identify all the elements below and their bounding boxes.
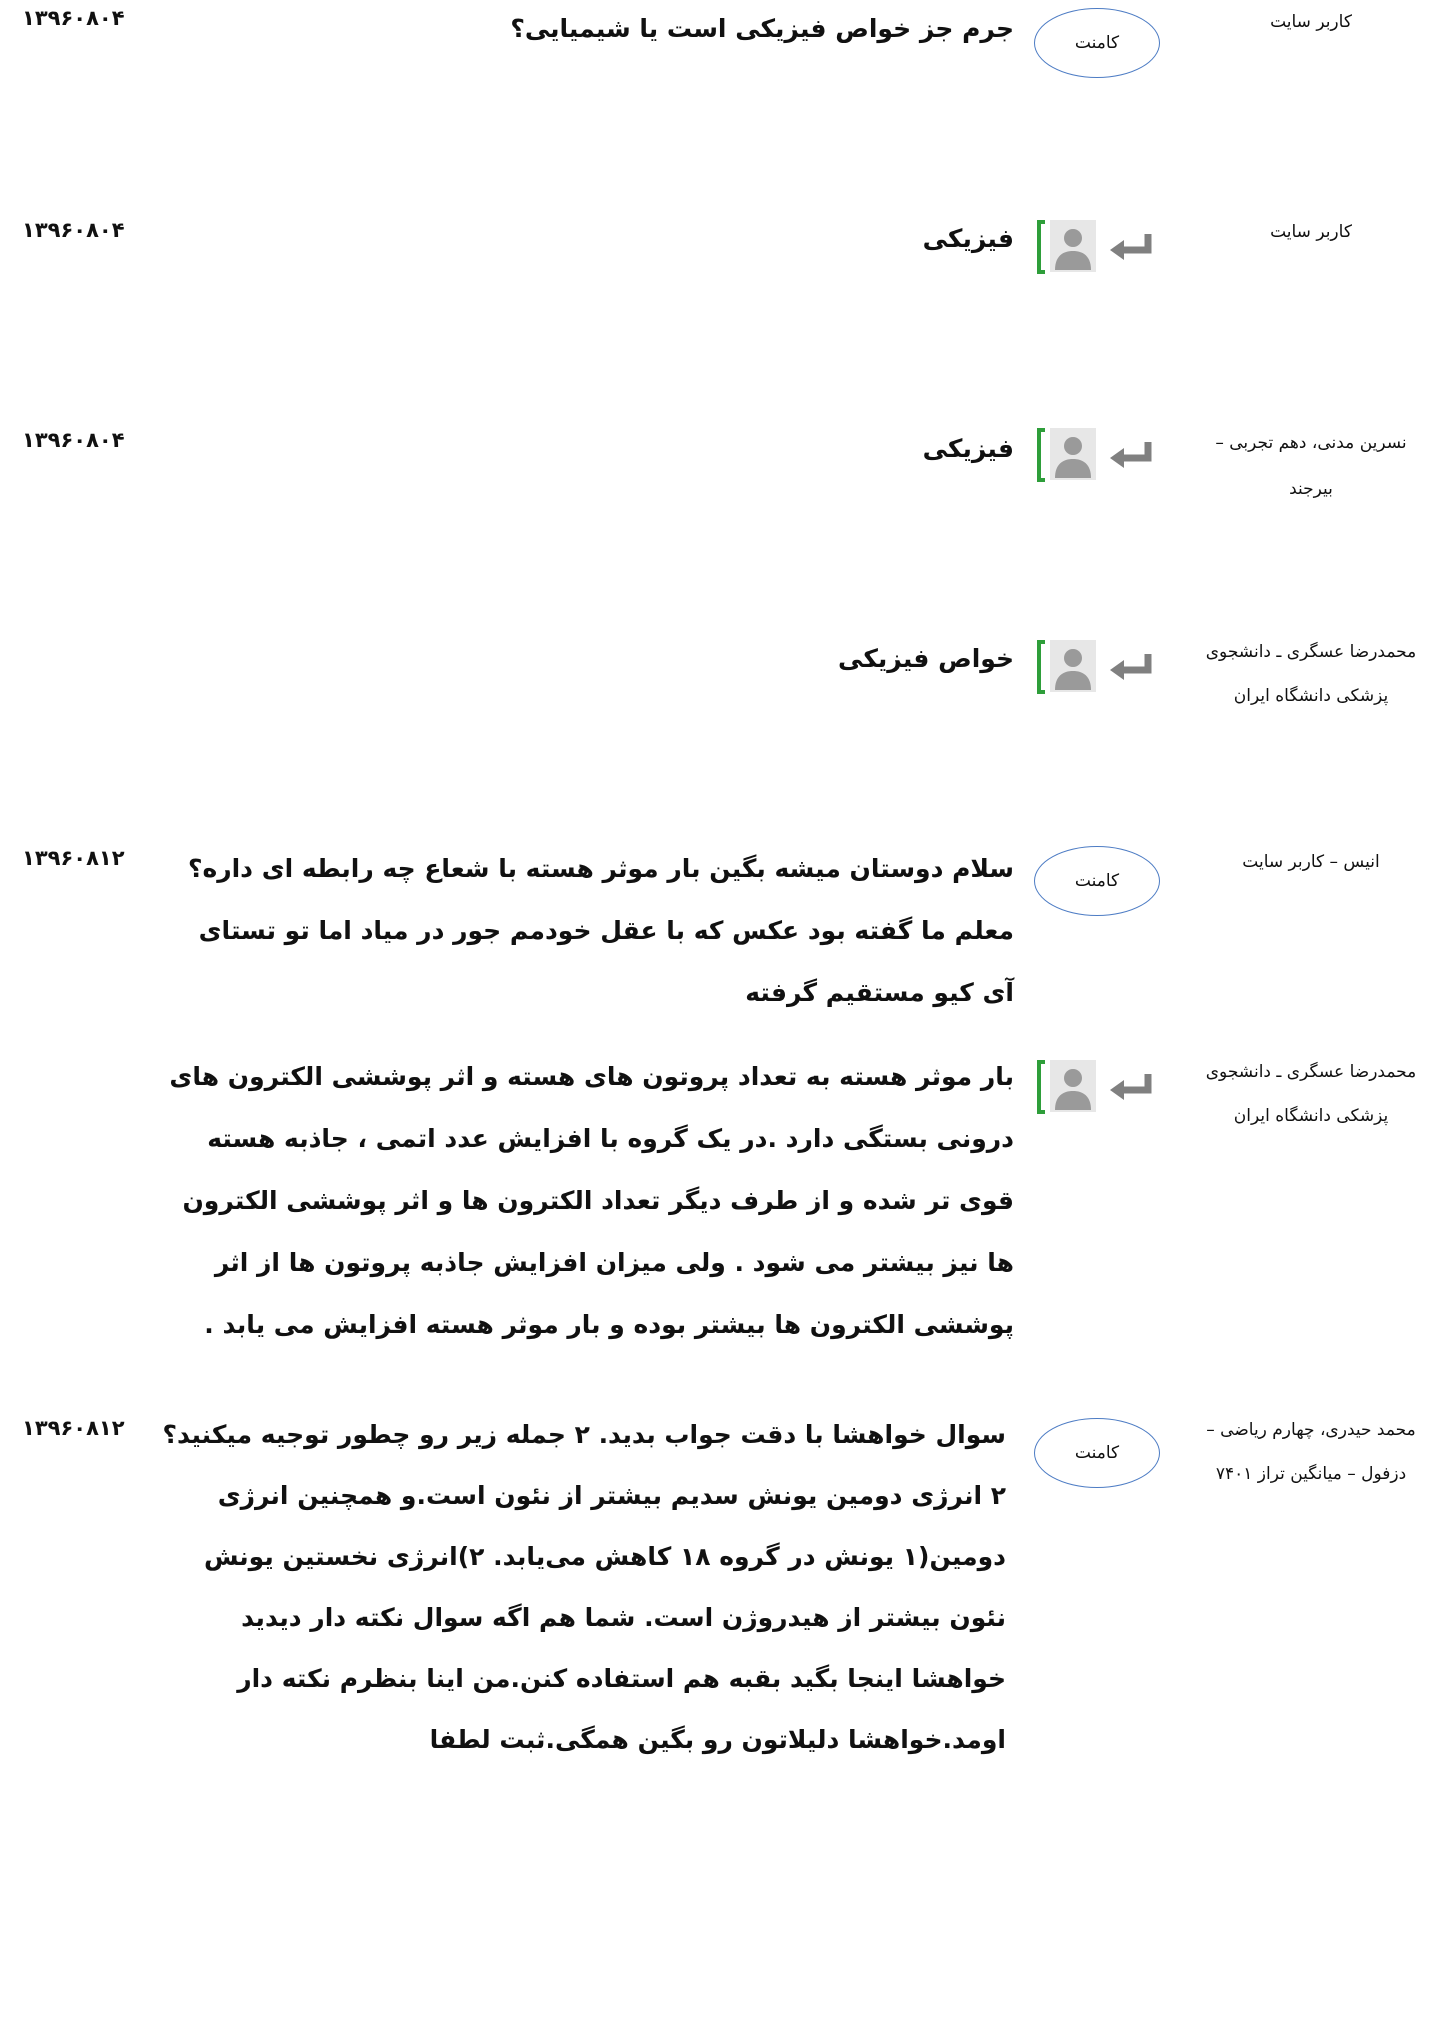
comment-date: ۱۳۹۶۰۸۰۴: [22, 6, 125, 30]
comment-text: خواص فیزیکی: [838, 644, 1014, 673]
avatar-icon: [1036, 218, 1098, 276]
comment-author: محمدرضا عسگری ـ دانشجوی پزشکی دانشگاه ایران: [1205, 642, 1417, 706]
comment-text: فیزیکی: [922, 434, 1014, 463]
comment-text: بار موثر هسته به تعداد پروتون های هسته و اثر پوششی الکترون های درونی بستگی دارد .در یک گروه با افزایش عدد اتمی ، جاذبه هسته قوی تر شده و از طرف دیگر تعداد الکترون ها و اثر پوششی الکترون ها نیز بیشتر می شود . ولی میزان افزایش جاذبه پروتون ها از اثر پوششی الکترون ها بیشتر بوده و بار موثر هسته افزایش می یابد .: [169, 1062, 1014, 1339]
comment-text: سلام دوستان میشه بگین بار موثر هسته با شعاع چه رابطه ای داره؟ معلم ما گفته بود عکس که با عقل خودمم جور در میاد اما تو تستای آی کیو مستقیم گرفته: [187, 854, 1014, 1007]
comment-badge[interactable]: کامنت: [1034, 1418, 1160, 1488]
reply-arrow-icon: [1108, 1072, 1154, 1104]
comment-date: ۱۳۹۶۰۸۱۲: [22, 846, 125, 870]
comment-author: محمد حیدری، چهارم ریاضی – دزفول – میانگین تراز ۷۴۰۱: [1206, 1420, 1416, 1484]
comment-date: ۱۳۹۶۰۸۰۴: [22, 218, 125, 242]
reply-arrow-icon: [1108, 440, 1154, 472]
comment-badge[interactable]: کامنت: [1034, 8, 1160, 78]
comment-author: نسرین مدنی، دهم تجربی – بیرجند: [1215, 433, 1407, 499]
comment-date: ۱۳۹۶۰۸۱۲: [22, 1416, 125, 1440]
avatar-icon: [1036, 426, 1098, 484]
reply-arrow-icon: [1108, 652, 1154, 684]
comment-author: کاربر سایت: [1270, 222, 1352, 242]
reply-arrow-icon: [1108, 232, 1154, 264]
comment-badge[interactable]: کامنت: [1034, 846, 1160, 916]
comment-text: جرم جز خواص فیزیکی است یا شیمیایی؟: [510, 14, 1014, 43]
comment-author: کاربر سایت: [1270, 12, 1352, 32]
avatar-icon: [1036, 638, 1098, 696]
comment-author: انیس – کاربر سایت: [1242, 852, 1380, 872]
comment-text: سوال خواهشا با دقت جواب بدید. ۲ جمله زیر رو چطور توجیه میکنید؟ ۲ انرژی دومین یونش سدیم بیشتر از نئون است.و همچنین انرژی دومین(۱ یونش در گروه ۱۸ کاهش می‌یابد. ۲)انرژی نخستین یونش نئون بیشتر از هیدروژن است. شما هم اگه سوال نکته دار دیدید خواهشا اینجا بگید بقبه هم استفاده کنن.من اینا بنظرم نکته دار اومد.خواهشا دلیلاتون رو بگین همگی.ثبت لطفا: [162, 1420, 1006, 1754]
comment-date: ۱۳۹۶۰۸۰۴: [22, 428, 125, 452]
comment-author: محمدرضا عسگری ـ دانشجوی پزشکی دانشگاه ایران: [1205, 1062, 1417, 1126]
avatar-icon: [1036, 1058, 1098, 1116]
comment-text: فیزیکی: [922, 224, 1014, 253]
